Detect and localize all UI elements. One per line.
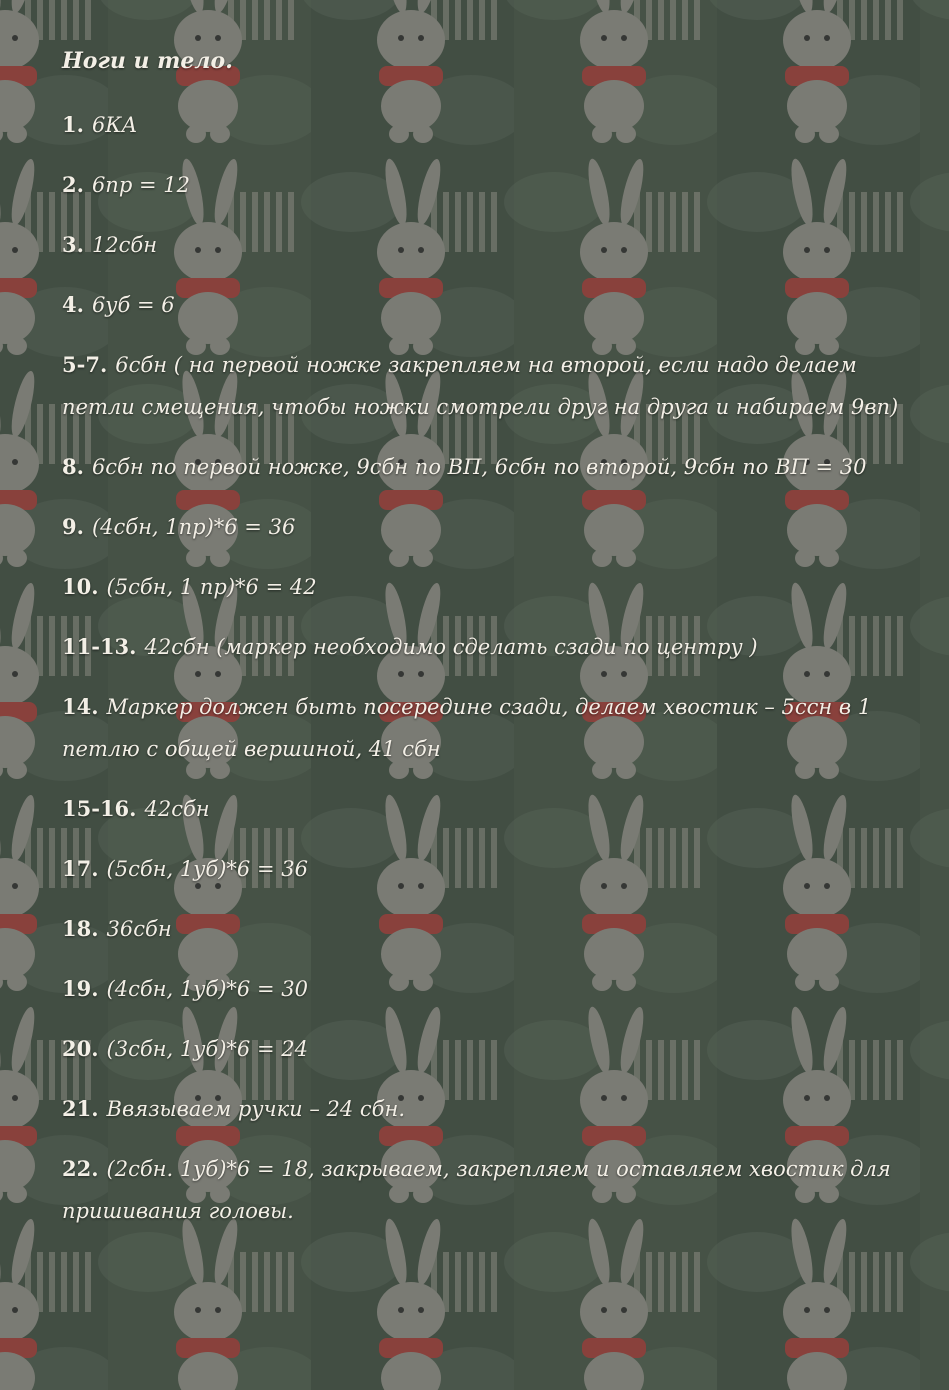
step-item xyxy=(62,686,907,770)
step-number: 10. xyxy=(62,574,99,599)
step-item xyxy=(62,446,907,488)
step-item xyxy=(62,1148,907,1232)
step-text: (2сбн. 1уб)*6 = 18, закрываем, закрепляем и оставляем хвостик для пришивания головы. xyxy=(62,1157,891,1223)
step-item xyxy=(62,1088,907,1130)
step-text: 6сбн по первой ножке, 9сбн по ВП, 6сбн по второй, 9сбн по ВП = 30 xyxy=(91,455,867,479)
step-number: 15-16. xyxy=(62,796,137,821)
step-item xyxy=(62,506,907,548)
step-number: 17. xyxy=(62,856,99,881)
step-number: 18. xyxy=(62,916,99,941)
step-number: 4. xyxy=(62,292,84,317)
step-number: 11-13. xyxy=(62,634,137,659)
step-item xyxy=(62,224,907,266)
step-number: 21. xyxy=(62,1096,99,1121)
step-text: 42сбн (маркер необходимо сделать сзади по центру ) xyxy=(144,635,758,659)
step-number: 9. xyxy=(62,514,84,539)
steps-list xyxy=(62,104,907,1232)
step-text: 12сбн xyxy=(91,233,158,257)
step-text: (4сбн, 1пр)*6 = 36 xyxy=(91,515,296,539)
step-text: Ввязываем ручки – 24 сбн. xyxy=(106,1097,406,1121)
pattern-instructions xyxy=(62,44,907,1250)
step-text: 36сбн xyxy=(106,917,172,941)
step-number: 14. xyxy=(62,694,99,719)
step-item xyxy=(62,1028,907,1070)
step-text: (5сбн, 1уб)*6 = 36 xyxy=(106,857,308,881)
step-item xyxy=(62,626,907,668)
step-item xyxy=(62,908,907,950)
section-heading: Ноги и тело. xyxy=(62,48,233,74)
step-number: 1. xyxy=(62,112,84,137)
step-text: (3сбн, 1уб)*6 = 24 xyxy=(106,1037,308,1061)
step-item xyxy=(62,284,907,326)
step-number: 20. xyxy=(62,1036,99,1061)
step-number: 3. xyxy=(62,232,84,257)
step-number: 22. xyxy=(62,1156,99,1181)
step-text: 6КА xyxy=(91,113,138,137)
step-item xyxy=(62,104,907,146)
step-item xyxy=(62,344,907,428)
step-item xyxy=(62,788,907,830)
step-text: 42сбн xyxy=(144,797,210,821)
step-text: 6пр = 12 xyxy=(91,173,190,197)
step-number: 19. xyxy=(62,976,99,1001)
step-item xyxy=(62,968,907,1010)
step-item xyxy=(62,848,907,890)
step-text: 6сбн ( на первой ножке закрепляем на второй, если надо делаем петли смещения, чтобы ножки смотрели друг на друга и набираем 9вп) xyxy=(62,353,899,419)
step-number: 5-7. xyxy=(62,352,108,377)
step-number: 8. xyxy=(62,454,84,479)
step-text: (4сбн, 1уб)*6 = 30 xyxy=(106,977,308,1001)
step-number: 2. xyxy=(62,172,84,197)
step-item xyxy=(62,164,907,206)
step-text: (5сбн, 1 пр)*6 = 42 xyxy=(106,575,317,599)
step-text: Маркер должен быть посередине сзади, делаем хвостик – 5ссн в 1 петлю с общей вершиной, 41 сбн xyxy=(62,695,872,761)
step-text: 6уб = 6 xyxy=(91,293,175,317)
step-item xyxy=(62,566,907,608)
